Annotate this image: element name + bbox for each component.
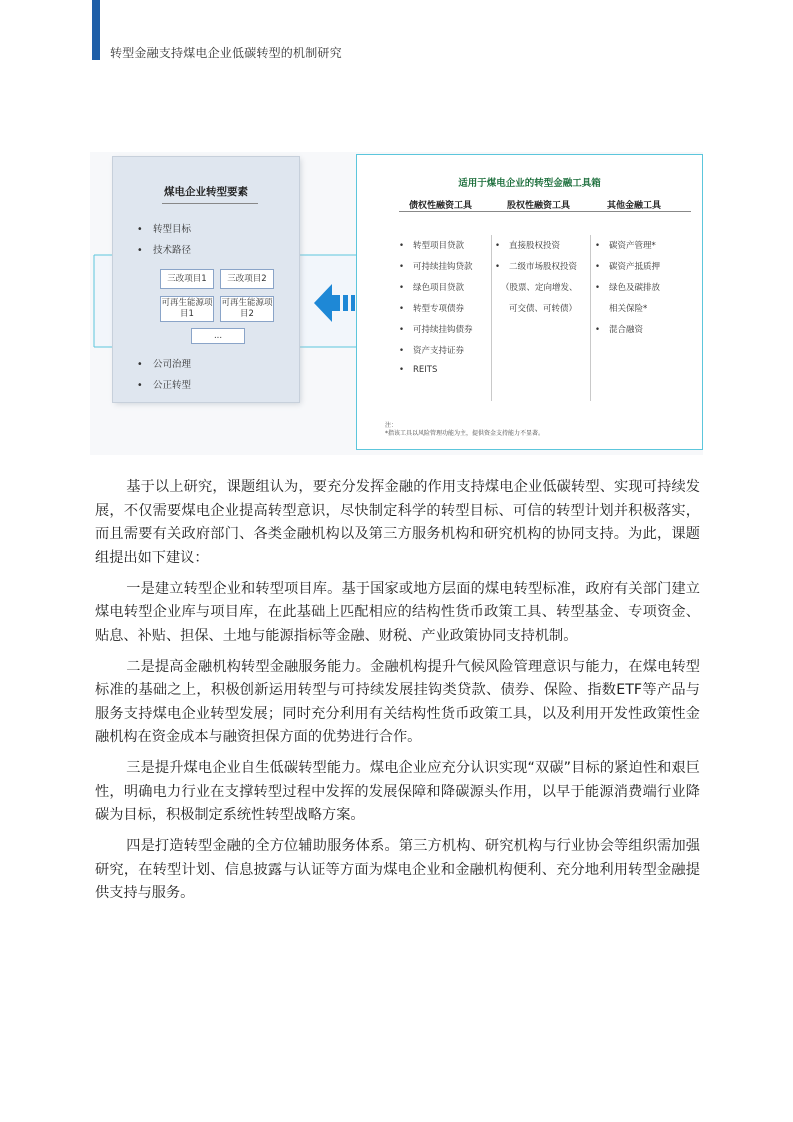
tool-item: • 可持续挂钩债券	[399, 325, 473, 335]
tool-item: • 混合融资	[595, 325, 644, 335]
tool-item: • 碳资产管理*	[595, 241, 656, 251]
tool-item: • 转型专项债券	[399, 304, 465, 314]
more-projects-box: ...	[191, 328, 245, 344]
tool-item: • 二级市场股权投资	[495, 262, 578, 272]
tool-item: • 可持续挂钩贷款	[399, 262, 473, 272]
project-box: 可再生能源项目1	[160, 296, 214, 322]
title-underline	[162, 203, 258, 204]
tool-item-continuation: （股票、定向增发、	[501, 283, 578, 293]
project-box: 三改项目2	[220, 269, 274, 289]
tool-item: • 碳资产抵质押	[595, 262, 661, 272]
element-bullet: • 转型目标	[137, 224, 192, 235]
double-left-arrow-icon	[314, 280, 358, 326]
tool-item: • REITS	[399, 365, 438, 375]
element-bullet: • 技术路径	[137, 245, 192, 256]
transition-elements-card	[112, 156, 300, 403]
tool-item: • 资产支持证券	[399, 346, 465, 356]
project-box: 三改项目1	[160, 269, 214, 289]
element-bullet: • 公司治理	[137, 359, 192, 370]
paragraph: 四是打造转型金融的全方位辅助服务体系。第三方机构、研究机构与行业协会等组织需加强研究，在转型计划、信息披露与认证等方面为煤电企业和金融机构便利、充分地利用转型金融提供支持与服务。	[95, 838, 700, 901]
finance-toolbox-card	[356, 154, 703, 450]
tool-item: • 绿色项目贷款	[399, 283, 465, 293]
header-rule	[399, 211, 691, 212]
paragraph: 一是建立转型企业和转型项目库。基于国家或地方层面的煤电转型标准，政府有关部门建立煤电转型企业库与项目库，在此基础上匹配相应的结构性货币政策工具、转型基金、专项资金、贴息、补贴、担保、土地与能源指标等金融、财税、产业政策协同支持机制。	[95, 580, 700, 644]
paragraph: 二是提高金融机构转型金融服务能力。金融机构提升气候风险管理意识与能力，在煤电转型标准的基础之上，积极创新运用转型与可持续发展挂钩类贷款、债券、保险、指数ETF等产品与服务支持煤电企业转型发展；同时充分利用有关结构性货币政策工具，以及利用开发性政策性金融机构在资金成本与融资担保方面的优势进行合作。	[95, 658, 700, 745]
column-header-other: 其他金融工具	[607, 201, 662, 211]
paragraph: 基于以上研究，课题组认为，要充分发挥金融的作用支持煤电企业低碳转型、实现可持续发展，不仅需要煤电企业提高转型意识，尽快制定科学的转型目标、可信的转型计划并积极落实，而且需要有关政府部门、各类金融机构以及第三方服务机构和研究机构的协同支持。为此，课题组提出如下建议：	[95, 479, 700, 566]
toolbox-title: 适用于煤电企业的转型金融工具箱	[458, 178, 601, 189]
paragraph: 三是提升煤电企业自生低碳转型能力。煤电企业应充分认识实现“双碳”目标的紧迫性和艰巨性，明确电力行业在支撑转型过程中发挥的发展保障和降碳源头作用，以早于能源消费端行业降碳为目标，积极制定系统性转型战略方案。	[95, 760, 700, 823]
note-text: *指该工具以风险管理功能为主，提供资金支持能力不显著。	[385, 430, 545, 437]
column-header-debt: 债权性融资工具	[409, 201, 473, 211]
tool-item-continuation: 相关保险*	[609, 304, 648, 314]
tool-item: • 直接股权投资	[495, 241, 561, 251]
figure-transition-finance	[90, 152, 703, 455]
column-divider	[491, 235, 492, 401]
header-accent-bar	[92, 0, 100, 60]
element-bullet: • 公正转型	[137, 380, 192, 391]
tool-item: • 绿色及碳排放	[595, 283, 661, 293]
project-box: 可再生能源项目2	[220, 296, 274, 322]
note-label: 注：	[385, 422, 398, 429]
running-header-title: 转型金融支持煤电企业低碳转型的机制研究	[110, 46, 342, 60]
column-header-equity: 股权性融资工具	[507, 201, 571, 211]
tool-item: • 转型项目贷款	[399, 241, 465, 251]
column-divider	[590, 235, 591, 401]
body-text	[95, 476, 700, 913]
tool-item-continuation: 可交债、可转债）	[509, 304, 578, 314]
transition-elements-title: 煤电企业转型要素	[164, 186, 248, 198]
